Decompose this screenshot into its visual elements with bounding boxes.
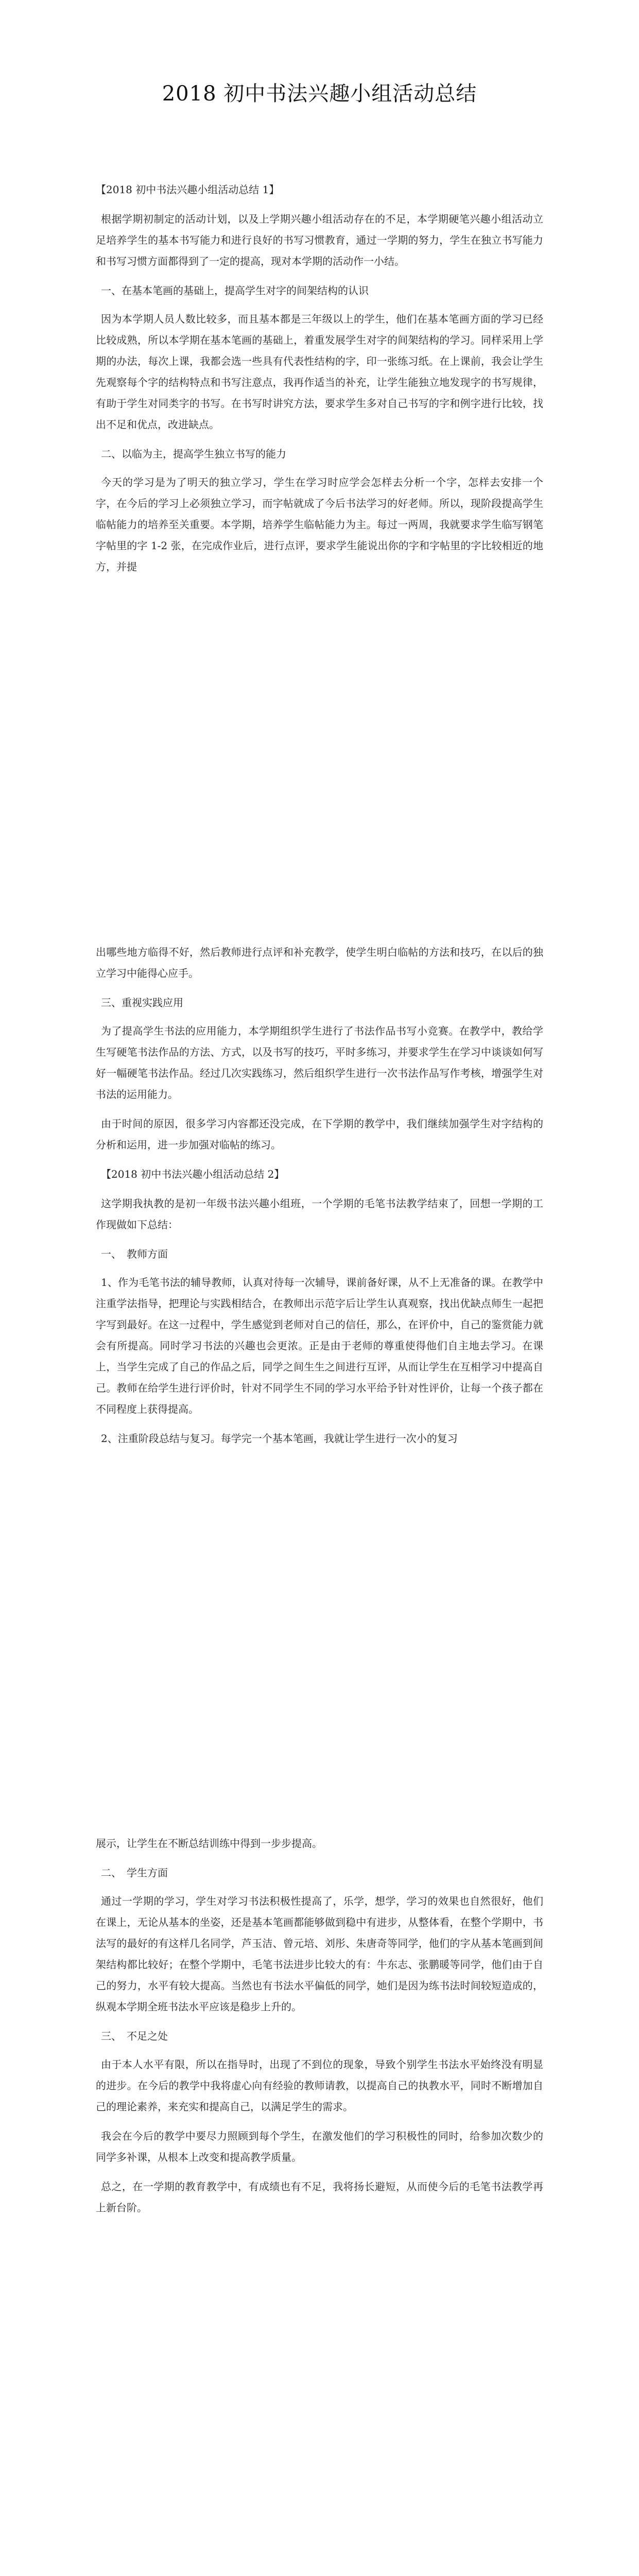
paragraph: 为了提高学生书法的应用能力，本学期组织学生进行了书法作品书写小竞赛。在教学中，教给学生写硬笔书法作品的方法、方式，以及书写的技巧，平时多练习，并要求学生在学习中谈谈如何写好一幅硬笔书法作品。经过几次实践练习，然后组织学生进行一次书法作品写作考核，增强学生对书法的运用能力。 (96, 1025, 543, 1100)
paragraph: 通过一学期的学习，学生对学习书法积极性提高了，乐学，想学，学习的效果也自然很好，他们在课上，无论从基本的坐姿，还是基本笔画都能够做到稳中有进步，从整体看，在整个学期中，书法写的最好的有这样几名同学，芦玉洁、曾元培、刘彤、朱唐奇等同学，他们的字从基本笔画到间架结构都比较好；在整个学期中，毛笔书法进步比较大的有：牛东志、张鹏暖等同学，他们由于自己的努力，水平有较大提高。当然也有书法水平偏低的同学，她们是因为练书法时间较短造成的，纵观本学期全班书法水平应该是稳步上升的。 (96, 1895, 543, 2013)
paragraph-continuation: 展示，让学生在不断总结训练中得到一步步提高。 (96, 1837, 322, 1850)
paragraph: 2、注重阶段总结与复习。每学完一个基本笔画，我就让学生进行一次小的复习 (101, 1432, 458, 1445)
paragraph: 今天的学习是为了明天的独立学习，学生在学习时应学会怎样去分析一个字，怎样去安排一个字，在今后的学习上必须独立学习，而字帖就成了今后书法学习的好老师。所以，现阶段提高学生临帖能力的培养至关重要。本学期，培养学生临帖能力为主。每过一两周，我就要求学生临写钢笔字帖里的字 1-2 张，在完成作业后，进行点评，要求学生能说出你的字和字帖里的字比较相近的地方，并提 (96, 476, 543, 573)
section-heading: 二、以临为主，提高学生独立书写的能力 (101, 448, 286, 460)
text-block-1 (96, 179, 543, 586)
document-title: 2018 初中书法兴趣小组活动总结 (162, 82, 477, 106)
section-heading: 二、 学生方面 (101, 1867, 168, 1879)
paragraph: 1、作为毛笔书法的辅导教师，认真对待每一次辅导，课前备好课，从不上无准备的课。在教学中注重学法指导，把理论与实践相结合，在教师出示范字后让学生认真观察，找出优缺点师生一起把字写到最好。在这一过程中，学生感觉到老师对自己的信任，那么，在评价中，自己的鉴赏能力就会有所提高。同时学习书法的兴趣也会更浓。正是由于老师的尊重使得他们自主地去学习。在课上，当学生完成了自己的作品之后，同学之间生生之间进行互评，从而让学生在互相学习中提高自己。教师在给学生进行评价时，针对不同学生不同的学习水平给予针对性评价，让每一个孩子都在不同程度上获得提高。 (96, 1276, 543, 1415)
section-heading: 一、在基本笔画的基础上，提高学生对字的间架结构的认识 (101, 284, 369, 297)
section-marker: 【2018 初中书法兴趣小组活动总结 2】 (101, 1168, 285, 1180)
paragraph: 这学期我执教的是初一年级书法兴趣小组班，一个学期的毛笔书法教学结束了，回想一学期的工作现做如下总结： (96, 1197, 543, 1231)
section-heading: 三、重视实践应用 (101, 996, 183, 1009)
section-marker: 【2018 初中书法兴趣小组活动总结 1】 (96, 183, 280, 196)
section-heading: 一、 教师方面 (101, 1248, 168, 1260)
paragraph-continuation: 出哪些地方临得不好，然后教师进行点评和补充教学，使学生明白临帖的方法和技巧，在以后的独立学习中能得心应手。 (96, 946, 543, 979)
paragraph: 我会在今后的教学中要尽力照顾到每个学生，在激发他们的学习积极性的同时，给参加次数少的同学多补课，从根本上改变和提高教学质量。 (96, 2130, 543, 2163)
text-block-2 (96, 942, 543, 1458)
text-block-3 (96, 1833, 543, 2227)
paragraph: 由于时间的原因，很多学习内容都还没完成，在下学期的教学中，我们继续加强学生对字结构的分析和运用，进一步加强对临帖的练习。 (96, 1117, 543, 1151)
section-heading: 三、 不足之处 (101, 2030, 168, 2042)
paragraph: 总之，在一学期的教育教学中，有成绩也有不足，我将扬长避短，从而使今后的毛笔书法教学再上新台阶。 (96, 2180, 543, 2214)
paragraph: 根据学期初制定的活动计划，以及上学期兴趣小组活动存在的不足，本学期硬笔兴趣小组活动立足培养学生的基本书写能力和进行良好的书写习惯教育，通过一学期的努力，学生在独立书写能力和书写习惯方面都得到了一定的提高，现对本学期的活动作一小结。 (96, 213, 543, 267)
paragraph: 因为本学期人员人数比较多，而且基本都是三年级以上的学生，他们在基本笔画方面的学习已经比较成熟，所以本学期在基本笔画的基础上，着重发展学生对字的间架结构的学习。同样采用上学期的办法，每次上课，我都会选一些具有代表性结构的字，印一张练习纸。在上课前，我会让学生先观察每个字的结构特点和书写注意点，我再作适当的补充，让学生能独立地发现字的书写规律，有助于学生对同类字的书写。在书写时讲究方法，要求学生多对自己书写的字和例字进行比较，找出不足和优点，改进缺点。 (96, 313, 543, 431)
paragraph: 由于本人水平有限，所以在指导时，出现了不到位的现象，导致个别学生书法水平始终没有明显的进步。在今后的教学中我将虚心向有经验的教师请教，以提高自己的执教水平，同时不断增加自己的理论素养，来充实和提高自己，以满足学生的需求。 (96, 2058, 543, 2113)
